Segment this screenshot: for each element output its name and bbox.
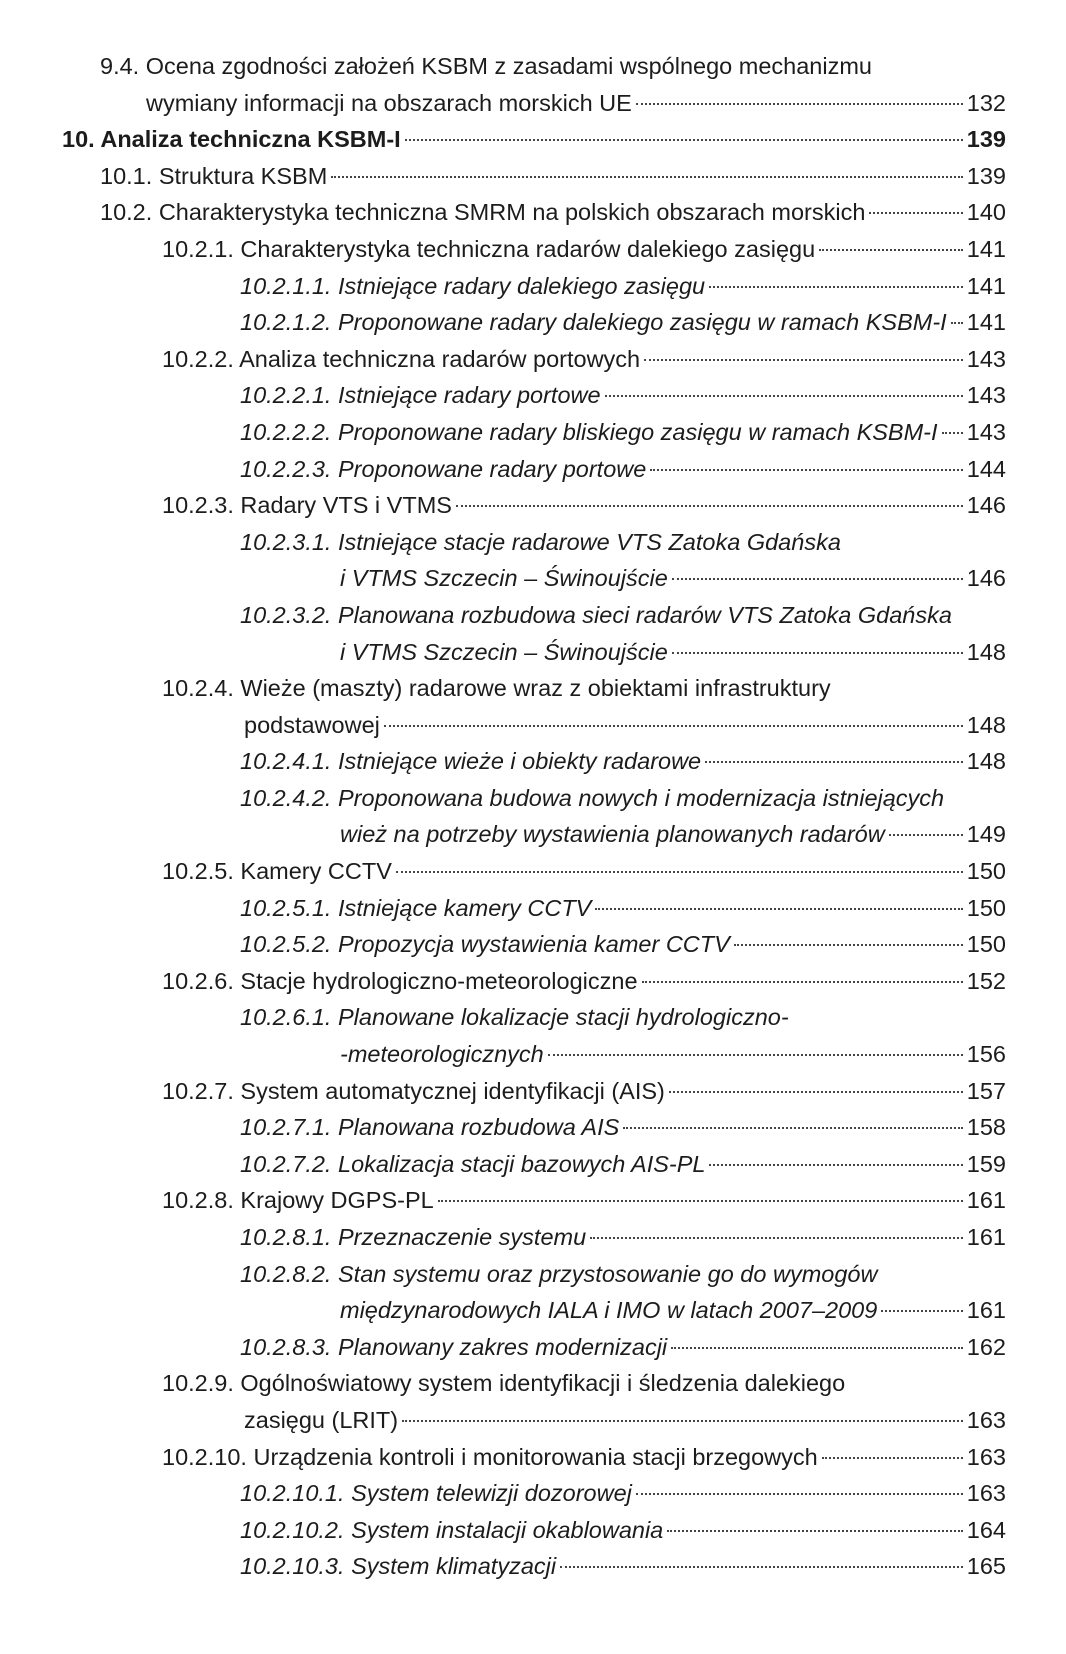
toc-entry-title: 9.4. Ocena zgodności założeń KSBM z zasadami wspólnego mechanizmu [100,53,872,79]
toc-entry-number: 10.2.5.2. [240,931,332,958]
toc-entry-number: 10.2.8. [162,1187,234,1214]
toc-entry[interactable] [100,194,1006,231]
toc-entry[interactable] [240,890,1006,927]
toc-page-number: 163 [966,1406,1006,1433]
dot-leader [669,1091,963,1093]
toc-entry-title: 10.2. Charakterystyka techniczna SMRM na polskich obszarach morskich [100,199,866,226]
dot-leader [636,1493,963,1495]
toc-entry-title: 10.2.1.2. Proponowane radary dalekiego zasięgu w ramach KSBM-I [240,309,947,336]
toc-entry[interactable] [162,231,1006,268]
toc-page-number: 157 [966,1077,1006,1104]
toc-entry-number: 10.2.9. [162,1370,234,1397]
toc-page-number: 161 [966,1297,1006,1324]
toc-entry-title: 10.2.2. Analiza techniczna radarów portowych [162,345,641,372]
toc-entry-title: 10.2.8.3. Planowany zakres modernizacji [240,1333,668,1360]
toc-page-number: 132 [966,89,1006,116]
toc-entry-title: międzynarodowych IALA i IMO w latach 2007–2009 [340,1297,878,1324]
toc-entry[interactable] [240,780,1006,853]
toc-entry[interactable] [240,1548,1006,1585]
toc-entry-number: 10.2.8.2. [240,1260,332,1287]
toc-page-number: 150 [966,931,1006,958]
toc-entry-title: 10.2.8.2. Stan systemu oraz przystosowanie go do wymogów [240,1260,878,1287]
toc-entry[interactable] [240,1219,1006,1256]
dot-leader [642,981,963,983]
toc-entry[interactable] [240,1109,1006,1146]
toc-entry[interactable] [240,524,1006,597]
toc-page-number: 159 [966,1150,1006,1177]
toc-entry-title: 10.2.4. Wieże (maszty) radarowe wraz z obiektami infrastruktury [162,675,831,702]
toc-page-number: 163 [966,1443,1006,1470]
dot-leader [709,286,963,288]
toc-entry-title: 10.2.2.3. Proponowane radary portowe [240,455,647,482]
toc-page-number: 162 [966,1333,1006,1360]
dot-leader [402,1420,963,1422]
toc-page-number: 143 [966,345,1006,372]
toc-entry[interactable] [240,414,1006,451]
toc-entry-title: 10.2.4.2. Proponowana budowa nowych i modernizacja istniejących [240,784,945,811]
dot-leader [331,176,962,178]
toc-page-number: 148 [966,638,1006,665]
toc-entry-title: 10.2.1. Charakterystyka techniczna radarów dalekiego zasięgu [162,235,816,262]
toc-entry-number: 10.2. [100,199,153,226]
toc-entry-title: 10.2.10.1. System telewizji dozorowej [240,1480,632,1507]
toc-entry-title: podstawowej [244,711,380,738]
toc-entry-title: 10.2.7.2. Lokalizacja stacji bazowych AIS-PL [240,1150,706,1177]
toc-entry[interactable] [240,1146,1006,1183]
dot-leader [672,652,963,654]
dot-leader [889,834,963,836]
toc-page-number: 139 [966,162,1006,189]
toc-page-number: 150 [966,858,1006,885]
dot-leader [709,1164,962,1166]
dot-leader [396,871,963,873]
toc-entry-number: 10.2.3. [162,492,234,519]
toc-entry[interactable] [240,1475,1006,1512]
dot-leader [881,1310,962,1312]
toc-entry-title: i VTMS Szczecin – Świnoujście [340,638,668,665]
dot-leader [650,469,962,471]
dot-leader [456,505,963,507]
toc-entry-number: 10.2.4.1. [240,748,332,775]
toc-entry-title: -meteorologicznych [340,1041,544,1068]
toc-entry[interactable] [162,670,1006,743]
toc-page-number: 161 [966,1187,1006,1214]
toc-entry-number: 10.2.10.3. [240,1553,345,1580]
toc-entry-number: 10.2.10.2. [240,1516,345,1543]
dot-leader [636,103,963,105]
toc-entry-title: 10.2.1.1. Istniejące radary dalekiego zasięgu [240,272,706,299]
dot-leader [623,1127,962,1129]
dot-leader [822,1457,963,1459]
dot-leader [819,249,963,251]
toc-entry-number: 10.2.3.1. [240,528,332,555]
toc-entry-number: 10.2.7.1. [240,1114,332,1141]
toc-entry-number: 10.2.7. [162,1077,234,1104]
dot-leader [560,1566,963,1568]
toc-page-number: 141 [966,309,1006,336]
dot-leader [671,1347,963,1349]
toc-entry-number: 10.2.1. [162,235,234,262]
toc-page-number: 156 [966,1041,1006,1068]
dot-leader [438,1200,963,1202]
toc-entry[interactable] [100,158,1006,195]
toc-entry[interactable] [240,999,1006,1072]
toc-entry-title: 10.2.9. Ogólnoświatowy system identyfikacji i śledzenia dalekiego [162,1370,846,1397]
toc-entry-title: 10. Analiza techniczna KSBM-I [62,126,401,153]
toc-page-number: 141 [966,235,1006,262]
table-of-contents [0,48,1066,1585]
toc-entry-number: 10.2.10. [162,1443,247,1470]
toc-entry-number: 10.2.10.1. [240,1480,345,1507]
toc-entry-number: 10.2.2.1. [240,382,332,409]
toc-entry[interactable] [162,1073,1006,1110]
toc-page-number: 148 [966,711,1006,738]
toc-entry-number: 10.2.4.2. [240,784,332,811]
toc-entry-number: 10.2.1.2. [240,309,332,336]
dot-leader [405,139,963,141]
toc-page-number: 143 [966,418,1006,445]
toc-entry-title: 10.2.5.1. Istniejące kamery CCTV [240,894,592,921]
toc-entry-title: 10.2.8.1. Przeznaczenie systemu [240,1224,587,1250]
toc-entry-title: wymiany informacji na obszarach morskich UE [146,89,632,116]
toc-page-number: 164 [966,1516,1006,1543]
toc-entry-number: 10.2.2.3. [240,455,332,482]
toc-page-number: 148 [966,748,1006,775]
toc-entry[interactable] [240,743,1006,780]
toc-entry-title: 10.1. Struktura KSBM [100,162,328,189]
toc-entry-number: 10.2.1.1. [240,272,332,299]
toc-page-number: 163 [966,1480,1006,1507]
toc-entry[interactable] [162,1439,1006,1476]
toc-entry-number: 10.2.2.2. [240,418,332,445]
toc-entry[interactable] [240,268,1006,305]
toc-page-number: 143 [966,382,1006,409]
toc-entry[interactable] [240,1512,1006,1549]
toc-entry-number: 10.2.8.3. [240,1333,332,1360]
toc-entry-title: 10.2.6.1. Planowane lokalizacje stacji hydrologiczno- [240,1004,789,1031]
toc-entry[interactable] [240,1256,1006,1329]
toc-entry[interactable] [240,597,1006,670]
toc-entry-number: 10.2.2. [162,345,234,372]
toc-page-number: 141 [966,272,1006,299]
toc-entry-title: 10.2.10.3. System klimatyzacji [240,1553,557,1580]
toc-entry[interactable] [162,1365,1006,1438]
toc-entry[interactable] [240,304,1006,341]
toc-entry-title: 10.2.5.2. Propozycja wystawienia kamer CCTV [240,931,730,958]
toc-entry-number: 10.2.3.2. [240,601,332,628]
toc-entry-title: 10.2.8. Krajowy DGPS-PL [162,1187,434,1214]
toc-entry-title: 10.2.3.1. Istniejące stacje radarowe VTS Zatoka Gdańska [240,528,841,555]
dot-leader [869,212,962,214]
toc-entry-number: 10.2.4. [162,675,234,702]
toc-entry-number: 10.1. [100,162,153,189]
dot-leader [667,1530,963,1532]
toc-entry-title: 10.2.4.1. Istniejące wieże i obiekty radarowe [240,748,702,775]
toc-entry-title: 10.2.10. Urządzenia kontroli i monitorowania stacji brzegowych [162,1443,818,1470]
toc-entry-title: 10.2.3. Radary VTS i VTMS [162,492,452,519]
dot-leader [384,725,963,727]
toc-entry-title: i VTMS Szczecin – Świnoujście [340,565,668,592]
dot-leader [644,359,963,361]
dot-leader [548,1054,963,1056]
toc-entry-title: zasięgu (LRIT) [244,1406,399,1433]
toc-entry-number: 10.2.6. [162,967,234,994]
dot-leader [672,578,963,580]
toc-page-number: 144 [966,455,1006,482]
toc-entry-number: 10.2.5.1. [240,894,332,921]
toc-entry-title: 10.2.2.2. Proponowane radary bliskiego zasięgu w ramach KSBM-I [240,418,938,445]
toc-entry[interactable] [162,487,1006,524]
toc-entry-title: 10.2.3.2. Planowana rozbudowa sieci radarów VTS Zatoka Gdańska [240,601,952,628]
toc-entry[interactable] [240,1329,1006,1366]
toc-page-number: 146 [966,492,1006,519]
toc-page-number: 150 [966,894,1006,921]
toc-entry-number: 10.2.6.1. [240,1004,332,1031]
dot-leader [605,395,963,397]
toc-entry[interactable] [162,853,1006,890]
toc-entry-title: 10.2.6. Stacje hydrologiczno-meteorologiczne [162,967,638,994]
toc-page-number: 139 [966,126,1006,153]
toc-page-number: 146 [966,565,1006,592]
toc-entry[interactable] [162,341,1006,378]
toc-entry[interactable] [62,121,1006,158]
toc-entry[interactable] [240,377,1006,414]
toc-entry-number: 10.2.8.1. [240,1224,332,1250]
dot-leader [590,1237,963,1239]
toc-page-number: 165 [966,1553,1006,1580]
toc-entry[interactable] [100,48,1006,121]
dot-leader [942,432,963,434]
toc-entry[interactable] [240,926,1006,963]
toc-entry-title: 10.2.2.1. Istniejące radary portowe [240,382,601,409]
dot-leader [951,322,963,324]
dot-leader [734,944,963,946]
toc-entry-number: 10. [62,126,95,153]
dot-leader [705,761,963,763]
toc-page-number: 161 [966,1224,1006,1250]
dot-leader [595,908,962,910]
toc-page-number: 152 [966,967,1006,994]
toc-entry[interactable] [162,963,1006,1000]
toc-entry[interactable] [240,451,1006,488]
toc-entry-title: 10.2.7.1. Planowana rozbudowa AIS [240,1114,620,1141]
toc-entry-number: 10.2.5. [162,858,234,885]
toc-entry-title: wież na potrzeby wystawienia planowanych radarów [340,821,885,848]
toc-entry-title: 10.2.10.2. System instalacji okablowania [240,1516,664,1543]
toc-entry[interactable] [162,1182,1006,1219]
toc-page-number: 140 [966,199,1006,226]
toc-entry-number: 10.2.7.2. [240,1150,332,1177]
toc-page-number: 149 [966,821,1006,848]
toc-page-number: 158 [966,1114,1006,1141]
toc-entry-title: 10.2.7. System automatycznej identyfikacji (AIS) [162,1077,665,1104]
toc-entry-title: 10.2.5. Kamery CCTV [162,858,392,885]
toc-entry-number: 9.4. [100,53,140,79]
